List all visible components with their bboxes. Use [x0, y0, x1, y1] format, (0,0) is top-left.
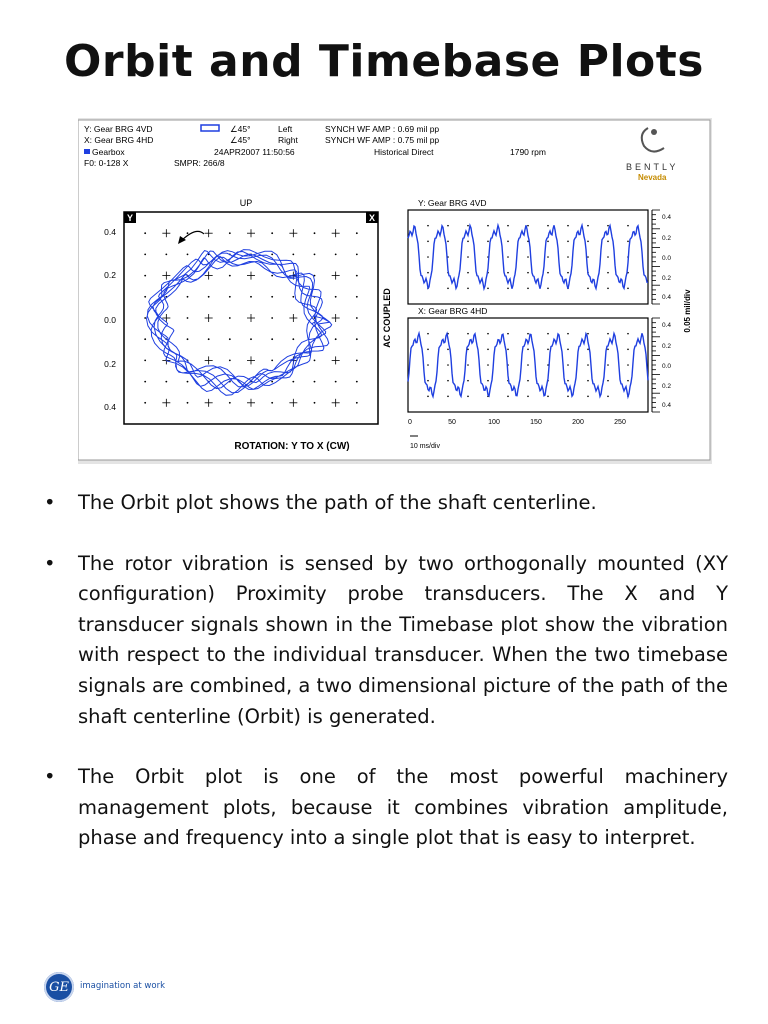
grid-dot	[292, 296, 294, 298]
grid-dot	[607, 225, 609, 227]
grid-dot	[229, 275, 231, 277]
grid-dot	[487, 380, 489, 382]
grid-dot	[292, 338, 294, 340]
timebase-y-plot	[408, 210, 648, 304]
grid-dot	[144, 381, 146, 383]
grid-dot	[487, 364, 489, 366]
footer-tagline: imagination at work	[80, 981, 165, 991]
grid-dot	[447, 396, 449, 398]
grid-dot	[487, 241, 489, 243]
ac-coupled-label: AC COUPLED	[382, 288, 392, 348]
grid-dot	[144, 232, 146, 234]
grid-dot	[144, 317, 146, 319]
rotation-label: ROTATION: Y TO X (CW)	[234, 441, 350, 452]
grid-dot	[356, 338, 358, 340]
grid-dot	[187, 232, 189, 234]
grid-dot	[607, 241, 609, 243]
amp-unit-label: 0.05 mil/div	[683, 289, 692, 333]
grid-dot	[587, 225, 589, 227]
grid-dot	[427, 225, 429, 227]
grid-dot	[607, 349, 609, 351]
orbit-ytick-4: 0.4	[104, 402, 116, 412]
mode-label: Historical Direct	[374, 147, 434, 157]
grid-dot	[587, 349, 589, 351]
grid-dot	[229, 338, 231, 340]
grid-dot	[547, 396, 549, 398]
grid-dot	[356, 254, 358, 256]
grid-dot	[467, 396, 469, 398]
grid-dot	[165, 254, 167, 256]
grid-dot	[144, 360, 146, 362]
grid-dot	[335, 254, 337, 256]
grid-dot	[229, 360, 231, 362]
tb-bot-tick-2: 0.0	[662, 363, 672, 370]
grid-dot	[547, 349, 549, 351]
grid-dot	[627, 364, 629, 366]
ge-logo: GE	[44, 972, 74, 1002]
grid-dot	[271, 381, 273, 383]
grid-dot	[507, 288, 509, 290]
grid-dot	[208, 296, 210, 298]
bullet-dot: •	[44, 551, 56, 575]
grid-dot	[427, 256, 429, 258]
grid-dot	[587, 380, 589, 382]
grid-dot	[356, 296, 358, 298]
grid-dot	[447, 241, 449, 243]
grid-dot	[587, 288, 589, 290]
grid-dot	[356, 317, 358, 319]
grid-dot	[627, 241, 629, 243]
grid-dot	[507, 225, 509, 227]
grid-dot	[271, 275, 273, 277]
grid-dot	[427, 333, 429, 335]
grid-dot	[314, 360, 316, 362]
grid-dot	[487, 288, 489, 290]
grid-dot	[229, 317, 231, 319]
grid-dot	[335, 296, 337, 298]
grid-dot	[607, 364, 609, 366]
grid-dot	[356, 232, 358, 234]
tb-bot-tick-3: 0.2	[662, 383, 672, 390]
y-synch-amp: SYNCH WF AMP : 0.69 mil pp	[325, 124, 440, 134]
grid-dot	[467, 241, 469, 243]
grid-dot	[271, 317, 273, 319]
grid-dot	[607, 380, 609, 382]
x-synch-amp: SYNCH WF AMP : 0.75 mil pp	[325, 135, 440, 145]
grid-dot	[165, 381, 167, 383]
timebase-x-plot	[408, 318, 648, 412]
grid-dot	[356, 402, 358, 404]
grid-dot	[229, 402, 231, 404]
grid-dot	[250, 338, 252, 340]
grid-dot	[271, 296, 273, 298]
bullet-text: The Orbit plot is one of the most powerful machinery management plots, because it combines vibration amplitude, phase and frequency into a single plot that is easy to interpret.	[78, 765, 728, 850]
tb-top-tick-3: 0.2	[662, 275, 672, 282]
grid-dot	[567, 349, 569, 351]
page-title: Orbit and Timebase Plots	[64, 36, 704, 87]
grid-dot	[607, 272, 609, 274]
grid-dot	[427, 272, 429, 274]
grid-dot	[356, 381, 358, 383]
grid-dot	[356, 360, 358, 362]
grid-dot	[587, 396, 589, 398]
timestamp: 24APR2007 11:50:56	[214, 147, 295, 157]
grid-dot	[547, 333, 549, 335]
grid-dot	[507, 241, 509, 243]
grid-dot	[144, 402, 146, 404]
grid-dot	[487, 333, 489, 335]
figure-svg	[78, 118, 712, 464]
grid-dot	[271, 338, 273, 340]
grid-dot	[507, 396, 509, 398]
tb-top-tick-1: 0.2	[662, 235, 672, 242]
grid-dot	[427, 364, 429, 366]
machine-label: Gearbox	[92, 147, 125, 157]
grid-dot	[447, 225, 449, 227]
grid-dot	[187, 317, 189, 319]
timebase-x-title: X: Gear BRG 4HD	[418, 306, 488, 316]
x-probe-label: X: Gear BRG 4HD	[84, 135, 154, 145]
tb-bot-tick-4: 0.4	[662, 402, 672, 409]
orbit-up-label: UP	[239, 198, 253, 208]
grid-dot	[567, 364, 569, 366]
grid-dot	[314, 381, 316, 383]
grid-dot	[487, 225, 489, 227]
tb-xtick-3: 150	[530, 419, 542, 426]
grid-dot	[447, 380, 449, 382]
tb-xtick-4: 200	[572, 419, 584, 426]
grid-dot	[607, 396, 609, 398]
grid-dot	[144, 296, 146, 298]
sample-label: SMPR: 266/8	[174, 158, 225, 168]
grid-dot	[467, 364, 469, 366]
grid-dot	[467, 333, 469, 335]
grid-dot	[250, 296, 252, 298]
grid-dot	[627, 288, 629, 290]
bullet-dot: •	[44, 491, 56, 514]
grid-dot	[467, 225, 469, 227]
grid-dot	[447, 288, 449, 290]
grid-dot	[229, 232, 231, 234]
grid-dot	[587, 256, 589, 258]
grid-dot	[507, 272, 509, 274]
tb-top-tick-2: 0.0	[662, 255, 672, 262]
orbit-ytick-3: 0.2	[104, 359, 116, 369]
grid-dot	[314, 402, 316, 404]
tb-bot-tick-1: 0.2	[662, 343, 672, 350]
grid-dot	[292, 254, 294, 256]
grid-dot	[271, 360, 273, 362]
filter-label: F0: 0-128 X	[84, 158, 129, 168]
grid-dot	[587, 364, 589, 366]
grid-dot	[547, 225, 549, 227]
orbit-ytick-1: 0.2	[104, 270, 116, 280]
grid-dot	[567, 272, 569, 274]
grid-dot	[547, 288, 549, 290]
bullet-item	[38, 762, 728, 854]
orbit-ytick-2: 0.0	[104, 315, 116, 325]
bullet-item	[38, 549, 728, 733]
grid-dot	[567, 380, 569, 382]
machine-icon	[84, 149, 90, 154]
grid-dot	[427, 380, 429, 382]
grid-dot	[447, 349, 449, 351]
tb-top-tick-4: 0.4	[662, 294, 672, 301]
grid-dot	[335, 338, 337, 340]
grid-dot	[527, 349, 529, 351]
grid-dot	[627, 349, 629, 351]
orbit-corner-x: X	[368, 213, 376, 223]
grid-dot	[487, 349, 489, 351]
grid-dot	[567, 333, 569, 335]
grid-dot	[607, 256, 609, 258]
tb-xtick-2: 100	[488, 419, 500, 426]
orbit-timebase-figure	[78, 118, 712, 464]
bently-logo-dot	[651, 129, 657, 135]
y-probe-label: Y: Gear BRG 4VD	[84, 124, 153, 134]
grid-dot	[547, 241, 549, 243]
grid-dot	[507, 349, 509, 351]
grid-dot	[335, 381, 337, 383]
grid-dot	[567, 241, 569, 243]
grid-dot	[527, 288, 529, 290]
grid-dot	[314, 254, 316, 256]
grid-dot	[527, 364, 529, 366]
grid-dot	[527, 396, 529, 398]
grid-dot	[187, 381, 189, 383]
grid-dot	[427, 349, 429, 351]
grid-dot	[527, 225, 529, 227]
bullet-text: The Orbit plot shows the path of the shaft centerline.	[78, 491, 597, 514]
grid-dot	[547, 256, 549, 258]
grid-dot	[144, 275, 146, 277]
grid-dot	[187, 402, 189, 404]
orbit-corner-y: Y	[126, 213, 134, 223]
grid-dot	[208, 338, 210, 340]
bullet-text: The rotor vibration is sensed by two orthogonally mounted (XY configuration) Proximity probe transducers. The X and Y transducer signals shown in the Timebase plot show the vibration with respect to the individual transducer. When the two timebase signals are combined, a two dimensional picture of the path of the shaft centerline (Orbit) is generated.	[78, 551, 728, 728]
grid-dot	[607, 333, 609, 335]
tb-bot-tick-0: 0.4	[662, 322, 672, 329]
speed-label: 1790 rpm	[510, 147, 546, 157]
grid-dot	[567, 225, 569, 227]
grid-dot	[187, 296, 189, 298]
grid-dot	[447, 364, 449, 366]
grid-dot	[627, 333, 629, 335]
grid-dot	[607, 288, 609, 290]
tb-xtick-1: 50	[448, 419, 456, 426]
x-side: Right	[278, 135, 298, 145]
grid-dot	[314, 232, 316, 234]
grid-dot	[467, 256, 469, 258]
grid-dot	[271, 232, 273, 234]
y-angle: ∠45°	[230, 124, 251, 134]
grid-dot	[271, 402, 273, 404]
bullet-item	[38, 488, 728, 519]
time-unit-label: 10 ms/div	[410, 443, 440, 450]
grid-dot	[567, 256, 569, 258]
timebase-y-title: Y: Gear BRG 4VD	[418, 198, 487, 208]
grid-dot	[587, 241, 589, 243]
grid-dot	[144, 338, 146, 340]
grid-dot	[427, 396, 429, 398]
grid-dot	[144, 254, 146, 256]
grid-dot	[567, 396, 569, 398]
grid-dot	[427, 241, 429, 243]
bullet-list	[38, 488, 728, 884]
grid-dot	[467, 272, 469, 274]
grid-dot	[271, 254, 273, 256]
orbit-plot	[124, 212, 378, 424]
grid-dot	[547, 272, 549, 274]
bently-brand: BENTLY	[626, 162, 679, 172]
tb-xtick-0: 0	[408, 419, 412, 426]
grid-dot	[527, 272, 529, 274]
tb-xtick-5: 250	[614, 419, 626, 426]
orbit-ytick-0: 0.4	[104, 227, 116, 237]
grid-dot	[627, 225, 629, 227]
grid-dot	[627, 380, 629, 382]
grid-dot	[187, 338, 189, 340]
grid-dot	[467, 288, 469, 290]
grid-dot	[292, 381, 294, 383]
grid-dot	[527, 256, 529, 258]
grid-dot	[527, 380, 529, 382]
x-angle: ∠45°	[230, 135, 251, 145]
grid-dot	[507, 333, 509, 335]
bullet-dot: •	[44, 765, 56, 789]
grid-dot	[587, 333, 589, 335]
grid-dot	[467, 380, 469, 382]
y-side: Left	[278, 124, 293, 134]
grid-dot	[356, 275, 358, 277]
bently-sub: Nevada	[638, 173, 667, 182]
grid-dot	[527, 333, 529, 335]
tb-top-tick-0: 0.4	[662, 214, 672, 221]
grid-dot	[507, 256, 509, 258]
grid-dot	[187, 254, 189, 256]
grid-dot	[229, 296, 231, 298]
